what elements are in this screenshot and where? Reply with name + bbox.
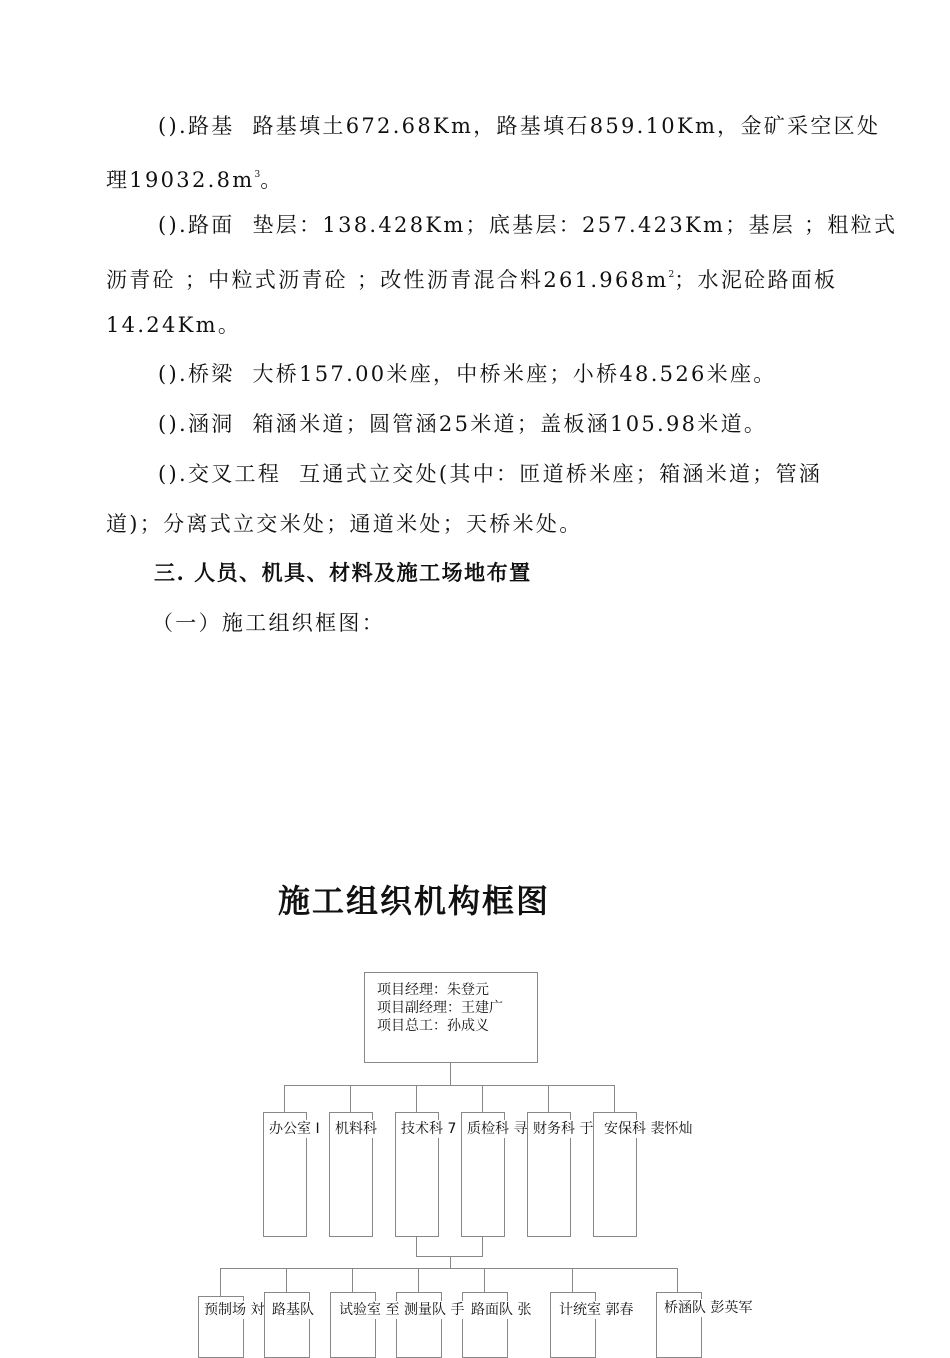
dept-finance-label: 财务科 [533,1121,575,1137]
connector-line [482,1085,483,1112]
dept-quality [467,1120,527,1138]
paragraph-culvert: ().涵洞 箱涵米道；圆管涵25米道；盖板涵105.98米道。 [158,412,768,436]
dept-technical-label: 技术科 [401,1121,443,1137]
deputy-manager: 项目副经理：王建广 [377,1000,503,1016]
team-bridge-fragment: 彭英军 [710,1300,753,1316]
team-lab-fragment: 至 [385,1302,400,1318]
dept-materials-label: 机料科 [335,1121,377,1137]
chief-engineer: 项目总工：孙成义 [377,1018,489,1034]
team-precast [204,1301,264,1319]
dept-quality-fragment: 寻 [513,1121,528,1137]
connector-line [284,1085,285,1112]
paragraph-subgrade-cont [106,161,284,194]
connector-line [416,1085,417,1112]
team-subgrade [272,1301,314,1319]
dept-technical-fragment: 7 [447,1121,457,1137]
dept-office-fragment: I [315,1121,320,1137]
team-pavement-label: 路面队 [471,1302,513,1318]
team-statistics [559,1301,633,1319]
team-pavement-fragment: 张 [517,1302,532,1318]
connector-line [416,1236,417,1256]
paragraph-pavement-cont [106,261,837,294]
connector-line [284,1085,615,1086]
connector-line [677,1268,678,1292]
paragraph-subgrade [158,112,880,140]
paragraph-pavement [158,211,897,239]
team-statistics-fragment: 郭春 [605,1302,634,1318]
dept-finance [533,1120,593,1138]
team-precast-fragment: 対 [250,1302,265,1318]
team-statistics-label: 计统室 [559,1302,601,1318]
dept-office [269,1120,320,1138]
connector-line [548,1085,549,1112]
dept-safety-fragment: 裴怀灿 [650,1121,693,1137]
paragraph-interchange: ().交叉工程 互通式立交处(其中：匝道桥米座；箱涵米道；管涵 [158,462,823,486]
project-manager: 项目经理：朱登元 [377,982,489,998]
pavement-line-3: 14.24Km。 [106,313,242,337]
team-lab-label: 试验室 [339,1302,381,1318]
connector-line [220,1268,678,1269]
org-chart-title: 施工组织机构框图 [278,882,551,920]
paragraph-bridge: ().桥梁 大桥157.00米座，中桥米座；小桥48.526米座。 [158,362,777,386]
dept-quality-label: 质检科 [467,1121,509,1137]
subgrade-line-2: 理19032.8m [106,168,255,192]
dept-materials [335,1120,377,1138]
subsection-heading: （一）施工组织框图： [152,611,385,635]
team-survey [404,1301,464,1319]
project-leadership-box [364,972,538,1063]
team-survey-label: 测量队 [404,1302,446,1318]
connector-line [450,1062,451,1086]
dept-safety [604,1120,692,1138]
dept-safety-label: 安保科 [604,1121,646,1137]
pavement-line-2: 沥青砼 ；中粒式沥青砼 ；改性沥青混合料261.968m [106,268,669,292]
paragraph-pavement-cont2 [106,311,241,339]
dept-finance-fragment: 于 [579,1121,594,1137]
connector-line [482,1236,483,1256]
superscript-square: 2 [668,270,675,280]
team-bridge [664,1299,752,1317]
subgrade-line-1: ().路基 路基填土672.68Km，路基填石859.10Km，金矿采空区处 [158,114,881,138]
team-subgrade-label: 路基队 [272,1302,314,1318]
connector-line [350,1085,351,1112]
superscript-cube: 3 [254,170,261,180]
subgrade-line-2-end: 。 [260,168,284,192]
team-lab [339,1301,399,1319]
team-precast-label: 预制场 [204,1302,246,1318]
connector-line [450,1256,451,1268]
dept-technical [401,1120,456,1138]
paragraph-interchange-cont: 道)；分离式立交米处；通道米处；天桥米处。 [106,512,583,536]
connector-line [220,1268,221,1296]
pavement-line-2-end: ；水泥砼路面板 [674,268,838,292]
section-heading: 三. 人员、机具、材料及施工场地布置 [154,560,532,585]
team-bridge-label: 桥涵队 [664,1300,706,1316]
pavement-line-1: ().路面 垫层：138.428Km；底基层：257.423Km；基层 ；粗粒式 [158,213,898,237]
dept-office-label: 办公室 [269,1121,311,1137]
connector-line [614,1085,615,1112]
team-pavement [471,1301,531,1319]
team-survey-fragment: 手 [450,1302,465,1318]
